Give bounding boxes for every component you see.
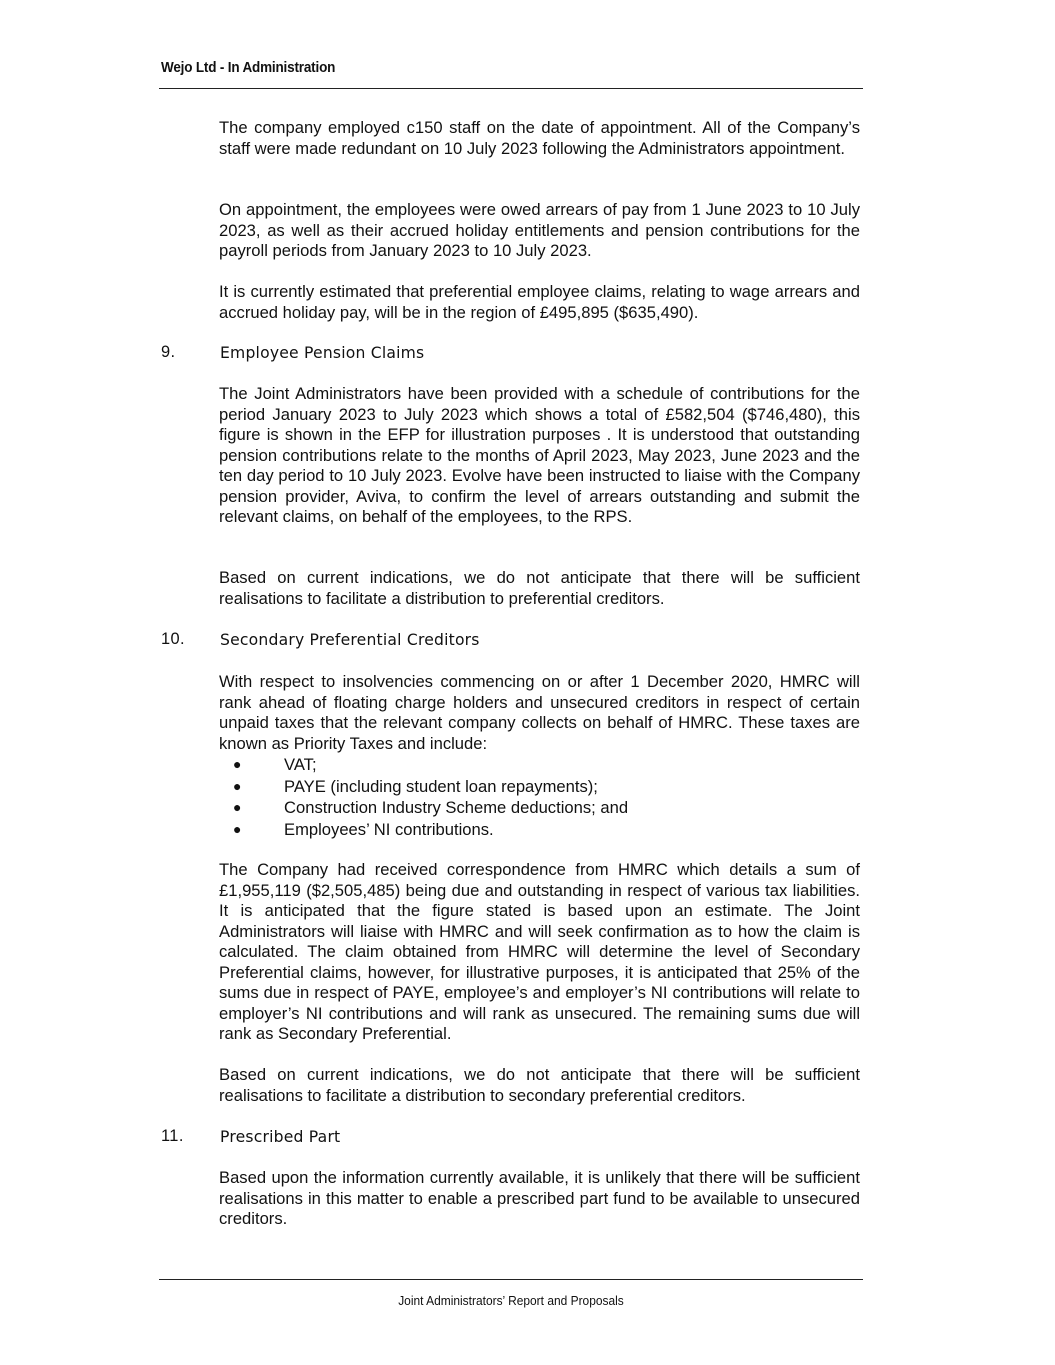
section-10-number: 10. xyxy=(161,630,185,648)
list-item-text: VAT; xyxy=(284,755,317,774)
list-item xyxy=(219,754,860,776)
bullet-icon: ● xyxy=(233,756,242,772)
bullet-icon: ● xyxy=(233,820,242,837)
section-9-heading: Employee Pension Claims xyxy=(220,344,425,362)
priority-taxes-list xyxy=(219,754,860,840)
paragraph-priority-taxes: With respect to insolvencies commencing on or after 1 December 2020, HMRC will rank ahead of floating charge holders and unsecured creditors in respect of certain unpaid taxes that the relevant company collects on behalf of HMRC. These taxes are known as Priority Taxes and include: xyxy=(219,672,860,753)
section-10-heading: Secondary Preferential Creditors xyxy=(220,631,480,649)
section-11-number: 11. xyxy=(161,1127,184,1145)
paragraph-pension-schedule: The Joint Administrators have been provided with a schedule of contributions for the period January 2023 to July 2023 which shows a total of £582,504 ($746,480), this figure is shown in the EFP for illustration purposes . It is understood that outstanding pension contributions relate to the months of April 2023, May 2023, June 2023 and the ten day period to 10 July 2023. Evolve have been instructed to liaise with the Company pension provider, Aviva, to confirm the level of arrears outstanding and submit the relevant claims, on behalf of the employees, to the RPS. xyxy=(219,384,860,526)
paragraph-hmrc-correspondence: The Company had received correspondence from HMRC which details a sum of £1,955,119 ($2,505,485) being due and outstanding in respect of various tax liabilities. It is anticipated that the figure stated is based upon an estimate. The Joint Administrators will liaise with HMRC and will seek confirmation as to how the claim is calculated. The claim obtained from HMRC will determine the level of Secondary Preferential claims, however, for illustrative purposes, it is anticipated that 25% of the sums due in respect of PAYE, employee’s and employer’s NI contributions will relate to employer’s NI contributions and will rank as unsecured. The remaining sums due will rank as Secondary Preferential. xyxy=(219,860,860,1043)
paragraph-secondary-outlook: Based on current indications, we do not anticipate that there will be sufficient realisations to facilitate a distribution to secondary preferential creditors. xyxy=(219,1065,860,1105)
list-item xyxy=(219,776,860,798)
bullet-icon: ● xyxy=(233,777,242,794)
section-11-heading: Prescribed Part xyxy=(220,1128,341,1146)
paragraph-pension-outlook: Based on current indications, we do not anticipate that there will be sufficient realisations to facilitate a distribution to preferential creditors. xyxy=(219,568,860,608)
list-item-text: Employees’ NI contributions. xyxy=(284,819,494,839)
section-9-number: 9. xyxy=(161,343,176,361)
bullet-icon: ● xyxy=(233,799,242,815)
list-item xyxy=(219,819,860,841)
paragraph-staff-redundancy: The company employed c150 staff on the date of appointment. All of the Company’s staff were made redundant on 10 July 2023 following the Administrators appointment. xyxy=(219,118,860,158)
document-header-title: Wejo Ltd - In Administration xyxy=(161,59,336,76)
paragraph-employee-arrears: On appointment, the employees were owed arrears of pay from 1 June 2023 to 10 July 2023, as well as their accrued holiday entitlements and pension contributions for the payroll periods from January 2023 to 10 July 2023. xyxy=(219,200,860,260)
document-footer: Joint Administrators’ Report and Proposals xyxy=(398,1293,624,1308)
paragraph-preferential-estimate: It is currently estimated that preferential employee claims, relating to wage arrears and accrued holiday pay, will be in the region of £495,895 ($635,490). xyxy=(219,282,860,322)
list-item xyxy=(219,797,860,819)
header-divider xyxy=(159,88,863,89)
list-item-text: Construction Industry Scheme deductions; and xyxy=(284,798,629,817)
footer-divider xyxy=(159,1279,863,1280)
list-item-text: PAYE (including student loan repayments); xyxy=(284,776,598,796)
paragraph-prescribed-part: Based upon the information currently available, it is unlikely that there will be sufficient realisations in this matter to enable a prescribed part fund to be available to unsecured creditors. xyxy=(219,1168,860,1228)
